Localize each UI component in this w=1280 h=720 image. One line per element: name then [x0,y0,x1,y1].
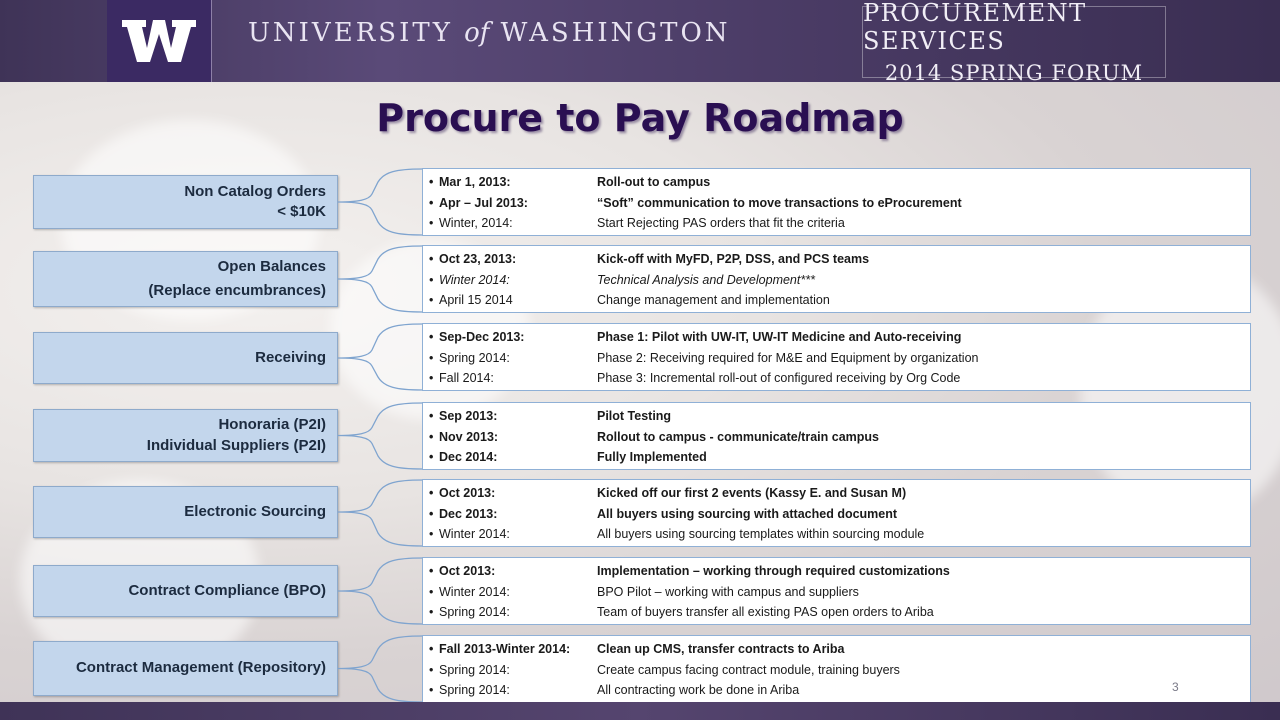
brace-connector [338,557,422,625]
milestone-date: Spring 2014: [439,350,510,365]
bullet-icon: • [429,371,434,386]
roadmap-detail-box [422,557,1251,625]
milestone-item [429,193,1244,214]
header-banner [0,0,1280,85]
category-label-line: Receiving [255,348,326,366]
uw-logo [107,0,212,82]
bullet-icon: • [429,216,434,231]
milestone-item [429,213,1244,234]
milestone-item [429,290,1244,311]
milestone-date: Fall 2014: [439,371,494,386]
milestone-description: Phase 1: Pilot with UW-IT, UW-IT Medicine and Auto-receiving [597,330,962,345]
roadmap-detail-box [422,479,1251,547]
milestone-item [429,680,1244,701]
roadmap-category-label [33,486,338,538]
bullet-icon: • [429,486,434,501]
milestone-description: Pilot Testing [597,409,672,424]
bullet-icon: • [429,527,434,542]
bullet-icon: • [429,330,434,345]
milestone-date: Sep 2013: [439,409,498,424]
milestone-item [429,249,1244,270]
milestone-date: Oct 23, 2013: [439,252,517,267]
page-number: 3 [1172,680,1179,694]
spring-forum-title: 2014 SPRING FORUM [884,61,1144,85]
milestone-description: Change management and implementation [597,293,830,308]
milestone-description: Phase 3: Incremental roll-out of configured receiving by Org Code [597,371,961,386]
milestone-description: Phase 2: Receiving required for M&E and Equipment by organization [597,350,979,365]
roadmap-detail-box [422,323,1251,391]
milestone-description: Create campus facing contract module, training buyers [597,662,900,677]
milestone-date: Spring 2014: [439,662,510,677]
university-of: of [464,18,490,48]
bullet-icon: • [429,450,434,465]
bullet-icon: • [429,409,434,424]
milestone-description: Start Rejecting PAS orders that fit the criteria [597,216,845,231]
milestone-item [429,582,1244,603]
category-label-line: Contract Compliance (BPO) [128,581,326,599]
bullet-icon: • [429,195,434,210]
university-name [248,18,731,48]
bullet-icon: • [429,605,434,620]
roadmap-detail-box [422,245,1251,313]
roadmap-category-label [33,409,338,462]
milestone-date: Winter, 2014: [439,216,513,231]
category-label-line: Contract Management (Repository) [75,659,326,677]
bullet-icon: • [429,350,434,365]
milestone-item [429,524,1244,545]
roadmap-category-label [33,251,338,307]
milestone-item [429,602,1244,623]
milestone-date: Nov 2013: [439,429,499,444]
brace-connector [338,635,422,703]
milestone-item [429,447,1244,468]
bullet-icon: • [429,272,434,287]
milestone-item [429,348,1244,369]
roadmap-detail-box [422,402,1251,470]
milestone-date: Oct 2013: [439,564,496,579]
brace-connector [338,479,422,547]
milestone-item [429,483,1244,504]
university-washington: WASHINGTON [500,18,731,48]
milestone-item [429,427,1244,448]
milestone-description: All buyers using sourcing with attached document [597,506,898,521]
footer-band [0,702,1280,720]
milestone-date: Dec 2014: [439,450,498,465]
milestone-date: Sep-Dec 2013: [439,330,525,345]
bullet-icon: • [429,584,434,599]
milestone-date: Spring 2014: [439,605,510,620]
category-label-line: Electronic Sourcing [184,502,326,520]
roadmap-detail-box [422,168,1251,236]
milestone-description: Technical Analysis and Development*** [597,272,815,287]
page-title: Procure to Pay Roadmap [376,96,904,140]
category-label-line: < $10K [277,203,326,220]
brace-connector [338,402,422,470]
roadmap-category-label [33,332,338,384]
milestone-description: Kick-off with MyFD, P2P, DSS, and PCS teams [597,252,870,267]
milestone-item [429,406,1244,427]
milestone-item [429,368,1244,389]
bullet-icon: • [429,564,434,579]
milestone-description: BPO Pilot – working with campus and suppliers [597,584,859,599]
category-label-line: Non Catalog Orders [184,182,326,200]
milestone-description: Kicked off our first 2 events (Kassy E. and Susan M) [597,486,907,501]
milestone-description: Clean up CMS, transfer contracts to Ariba [597,642,845,657]
milestone-item [429,504,1244,525]
bullet-icon: • [429,506,434,521]
milestone-item [429,327,1244,348]
milestone-date: Dec 2013: [439,506,498,521]
bullet-icon: • [429,293,434,308]
milestone-date: Oct 2013: [439,486,496,501]
brace-connector [338,168,422,236]
category-label-line: Honoraria (P2I) [218,416,326,434]
roadmap-category-label [33,175,338,229]
milestone-date: Winter 2014: [439,584,510,599]
milestone-description: Implementation – working through required customizations [597,564,950,579]
forum-badge [862,0,1166,85]
milestone-date: Winter 2014: [439,272,510,287]
bullet-icon: • [429,429,434,444]
milestone-item [429,172,1244,193]
w-logo-icon [120,16,198,66]
bullet-icon: • [429,175,434,190]
bullet-icon: • [429,252,434,267]
milestone-item [429,270,1244,291]
bullet-icon: • [429,683,434,698]
category-label-line: Open Balances [217,257,326,275]
category-label-line: (Replace encumbrances) [148,282,326,299]
milestone-description: All buyers using sourcing templates within sourcing module [597,527,925,542]
roadmap-category-label [33,565,338,617]
milestone-description: Fully Implemented [597,450,707,465]
bullet-icon: • [429,662,434,677]
milestone-description: Rollout to campus - communicate/train campus [597,429,879,444]
milestone-date: Apr – Jul 2013: [439,195,528,210]
milestone-date: Spring 2014: [439,683,510,698]
milestone-description: Team of buyers transfer all existing PAS open orders to Ariba [597,605,934,620]
roadmap-category-label [33,641,338,696]
procurement-services-title: PROCUREMENT SERVICES [863,0,1087,55]
roadmap-detail-box [422,635,1251,703]
milestone-date: Winter 2014: [439,527,510,542]
milestone-date: Mar 1, 2013: [439,175,511,190]
milestone-item [429,561,1244,582]
milestone-date: Fall 2013-Winter 2014: [439,642,571,657]
bullet-icon: • [429,642,434,657]
brace-connector [338,245,422,313]
milestone-description: Roll-out to campus [597,175,711,190]
milestone-description: “Soft” communication to move transactions to eProcurement [597,195,962,210]
category-label-line: Individual Suppliers (P2I) [146,436,326,454]
milestone-description: All contracting work be done in Ariba [597,683,800,698]
milestone-date: April 15 2014 [439,293,513,308]
brace-connector [338,323,422,391]
university-word: UNIVERSITY [248,18,453,48]
milestone-item [429,660,1244,681]
milestone-item [429,639,1244,660]
